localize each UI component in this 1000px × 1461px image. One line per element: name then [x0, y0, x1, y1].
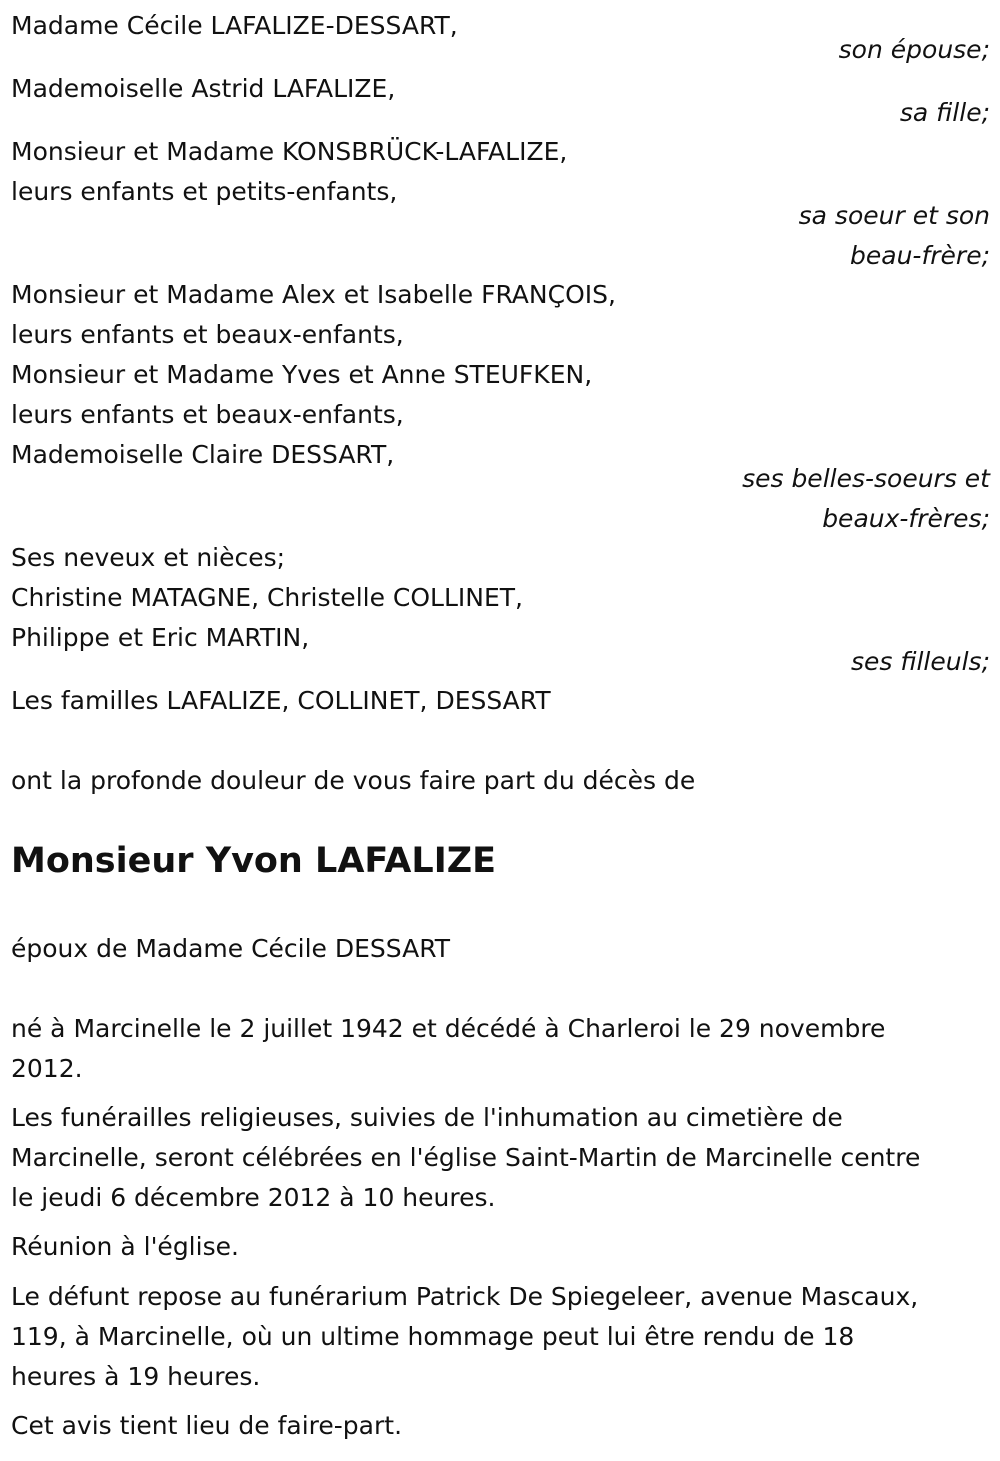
spouse-line: Madame Cécile LAFALIZE-DESSART,: [11, 11, 458, 40]
inlaws-line-2: leurs enfants et beaux-enfants,: [11, 320, 404, 349]
funeral-line-1: Les funérailles religieuses, suivies de l'inhumation au cimetière de: [11, 1103, 843, 1132]
rest-line-1: Le défunt repose au funérarium Patrick De Spiegeleer, avenue Mascaux,: [11, 1282, 919, 1311]
sister-role-1: sa soeur et son: [798, 201, 990, 230]
inlaws-line-3: Monsieur et Madame Yves et Anne STEUFKEN,: [11, 360, 593, 389]
birth-death-line-1: né à Marcinelle le 2 juillet 1942 et décédé à Charleroi le 29 novembre: [11, 1014, 886, 1043]
sister-line-1: Monsieur et Madame KONSBRÜCK-LAFALIZE,: [11, 137, 568, 166]
daughter-role: sa fille;: [899, 98, 990, 127]
funeral-line-2: Marcinelle, seront célébrées en l'église Saint-Martin de Marcinelle centre: [11, 1143, 921, 1172]
spouse-role: son épouse;: [838, 35, 990, 64]
rest-line-3: heures à 19 heures.: [11, 1362, 261, 1391]
deceased-name: Monsieur Yvon LAFALIZE: [11, 841, 497, 881]
rest-line-2: 119, à Marcinelle, où un ultime hommage peut lui être rendu de 18: [11, 1322, 855, 1351]
meeting-line: Réunion à l'église.: [11, 1232, 239, 1261]
closing-line: Cet avis tient lieu de faire-part.: [11, 1411, 403, 1440]
families-line: Les familles LAFALIZE, COLLINET, DESSART: [11, 686, 551, 715]
sister-role-2: beau-frère;: [850, 241, 990, 270]
inlaws-line-5: Mademoiselle Claire DESSART,: [11, 440, 395, 469]
sister-line-2: leurs enfants et petits-enfants,: [11, 177, 398, 206]
nephews-line-1: Ses neveux et nièces;: [11, 543, 286, 572]
inlaws-role-2: beaux-frères;: [822, 504, 990, 533]
nephews-line-3: Philippe et Eric MARTIN,: [11, 623, 310, 652]
inlaws-line-1: Monsieur et Madame Alex et Isabelle FRANÇOIS,: [11, 280, 616, 309]
daughter-line: Mademoiselle Astrid LAFALIZE,: [11, 74, 396, 103]
spouse-of: époux de Madame Cécile DESSART: [11, 934, 451, 963]
inlaws-role-1: ses belles-soeurs et: [742, 464, 990, 493]
birth-death-line-2: 2012.: [11, 1054, 83, 1083]
inlaws-line-4: leurs enfants et beaux-enfants,: [11, 400, 404, 429]
funeral-line-3: le jeudi 6 décembre 2012 à 10 heures.: [11, 1183, 496, 1212]
nephews-role: ses filleuls;: [850, 647, 990, 676]
announcement: ont la profonde douleur de vous faire part du décès de: [11, 766, 696, 795]
nephews-line-2: Christine MATAGNE, Christelle COLLINET,: [11, 583, 523, 612]
